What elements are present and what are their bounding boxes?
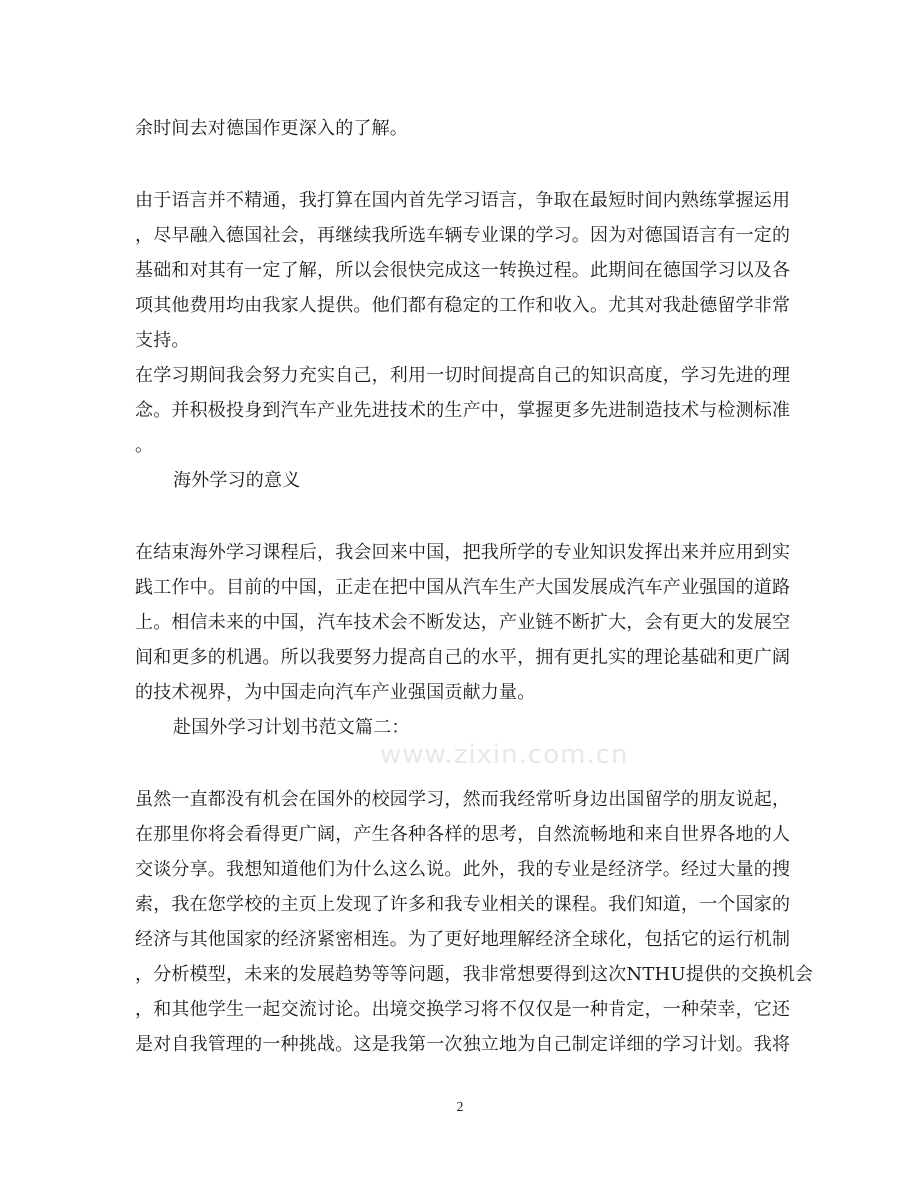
- text-line: 在学习期间我会努力充实自己，利用一切时间提高自己的知识高度，学习先进的理: [135, 365, 791, 386]
- text-line: 索，我在您学校的主页上发现了许多和我专业相关的课程。我们知道，一个国家的: [135, 894, 791, 915]
- text-line: 在那里你将会看得更广阔，产生各种各样的思考，自然流畅地和来自世界各地的人: [135, 824, 791, 845]
- text-line: 余时间去对德国作更深入的了解。: [135, 118, 408, 139]
- text-line: 由于语言并不精通，我打算在国内首先学习语言，争取在最短时间内熟练掌握运用: [135, 190, 791, 211]
- text-line: 的技术视界，为中国走向汽车产业强国贡献力量。: [135, 682, 536, 703]
- text-line: 支持。: [135, 330, 190, 351]
- text-line: 项其他费用均由我家人提供。他们都有稳定的工作和收入。尤其对我赴德留学非常: [135, 295, 791, 316]
- text-line: 践工作中。目前的中国，正走在把中国从汽车生产大国发展成汽车产业强国的道路: [135, 577, 791, 598]
- section-heading: 赴国外学习计划书范文篇二：: [173, 717, 410, 738]
- section-heading: 海外学习的意义: [173, 470, 301, 491]
- text-line: 经济与其他国家的经济紧密相连。为了更好地理解经济全球化，包括它的运行机制: [135, 929, 791, 950]
- text-line: 间和更多的机遇。所以我要努力提高自己的水平，拥有更扎实的理论基础和更广阔: [135, 647, 791, 668]
- text-line: 虽然一直都没有机会在国外的校园学习，然而我经常听身边出国留学的朋友说起，: [135, 789, 791, 810]
- text-line: 是对自我管理的一种挑战。这是我第一次独立地为自己制定详细的学习计划。我将: [135, 1034, 791, 1055]
- text-line: ，尽早融入德国社会，再继续我所选车辆专业课的学习。因为对德国语言有一定的: [135, 225, 791, 246]
- text-line: 。: [135, 435, 154, 456]
- watermark: www.zixin.com.cn: [380, 740, 629, 770]
- text-line: 在结束海外学习课程后，我会回来中国，把我所学的专业知识发挥出来并应用到实: [135, 542, 791, 563]
- text-line: 基础和对其有一定了解，所以会很快完成这一转换过程。此期间在德国学习以及各: [135, 260, 791, 281]
- text-line: ，和其他学生一起交流讨论。出境交换学习将不仅仅是一种肯定，一种荣幸，它还: [135, 999, 791, 1020]
- text-line: ，分析模型，未来的发展趋势等等问题，我非常想要得到这次NTHU提供的交换机会: [135, 964, 814, 985]
- text-line: 交谈分享。我想知道他们为什么这么说。此外，我的专业是经济学。经过大量的搜: [135, 859, 791, 880]
- page-number: 2: [456, 1100, 464, 1115]
- text-line: 念。并积极投身到汽车产业先进技术的生产中，掌握更多先进制造技术与检测标准: [135, 400, 791, 421]
- text-line: 上。相信未来的中国，汽车技术会不断发达，产业链不断扩大，会有更大的发展空: [135, 612, 791, 633]
